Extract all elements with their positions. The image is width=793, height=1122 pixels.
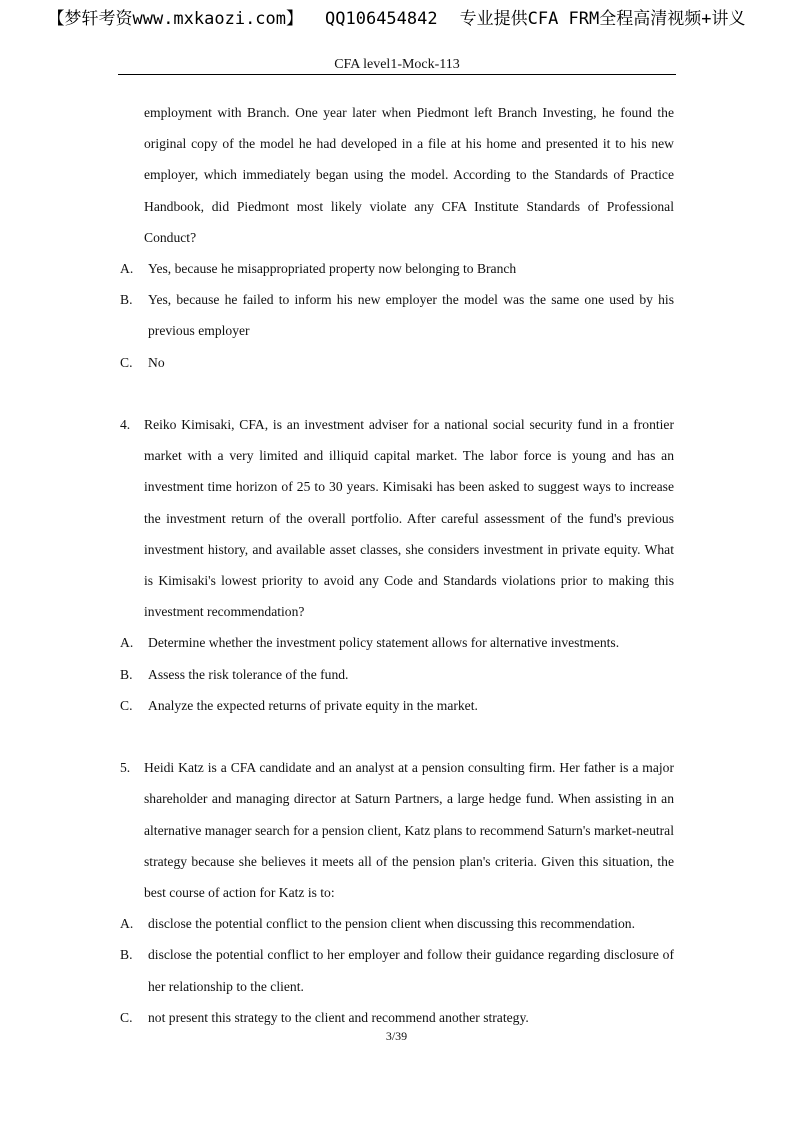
question-stem: Heidi Katz is a CFA candidate and an analyst at a pension consulting firm. Her father is a major shareholder and managing director at Saturn Partners, a large hedge fund. When assisting in an alternative manager search for a pension client, Katz plans to recommend Saturn's market-neutral strategy because she believes it meets all of the pension plan's criteria. Given this situation, the best course of action for Katz is to: <box>144 760 674 901</box>
option-label: C. <box>120 697 133 713</box>
question-3-option-a <box>118 253 674 284</box>
question-4-option-c <box>118 690 674 721</box>
question-5-option-b <box>118 939 674 1001</box>
banner-site-text: 【梦轩考资www.mxkaozi.com】 <box>47 9 304 29</box>
option-text: Assess the risk tolerance of the fund. <box>148 666 349 682</box>
question-5-option-a <box>118 908 674 939</box>
question-3-option-c <box>118 347 674 378</box>
running-header-title: CFA level1-Mock-113 <box>334 57 460 72</box>
option-label: C. <box>120 354 133 370</box>
option-label: A. <box>120 916 134 932</box>
question-stem: Reiko Kimisaki, CFA, is an investment adviser for a national social security fund in a frontier market with a very limited and illiquid capital market. The labor force is young and has an investment time horizon of 25 to 30 years. Kimisaki has been asked to suggest ways to increase the investment return of the overall portfolio. After careful assessment of the fund's previous investment history, and available asset classes, she considers investment in private equity. What is Kimisaki's lowest priority to avoid any Code and Standards violations prior to making this investment recommendation? <box>144 417 674 620</box>
promo-banner <box>0 7 793 31</box>
option-text: Determine whether the investment policy statement allows for alternative investments. <box>148 635 620 651</box>
option-text: disclose the potential conflict to her employer and follow their guidance regarding disclosure of her relationship to the client. <box>148 947 674 994</box>
option-label: B. <box>120 947 133 963</box>
question-4 <box>118 409 674 627</box>
question-number: 4. <box>120 417 131 433</box>
option-text: No <box>148 354 165 370</box>
question-4-option-b <box>118 659 674 690</box>
option-label: B. <box>120 292 133 308</box>
question-spacer <box>118 378 674 409</box>
header-rule <box>118 74 676 75</box>
banner-qq-text: QQ106454842 <box>325 9 438 29</box>
option-text: Yes, because he failed to inform his new employer the model was the same one used by his previous employer <box>148 292 674 339</box>
option-text: Yes, because he misappropriated property now belonging to Branch <box>148 261 517 277</box>
option-text: disclose the potential conflict to the pension client when discussing this recommendation. <box>148 916 636 932</box>
question-3-option-b <box>118 284 674 346</box>
option-text: Analyze the expected returns of private equity in the market. <box>148 697 478 713</box>
option-label: B. <box>120 666 133 682</box>
question-5 <box>118 752 674 908</box>
option-label: A. <box>120 261 134 277</box>
option-label: C. <box>120 1009 133 1025</box>
question-spacer <box>118 721 674 752</box>
page-number: 3/39 <box>385 1029 408 1043</box>
question-3-continued-stem: employment with Branch. One year later when Piedmont left Branch Investing, he found the original copy of the model he had developed in a file at his home and presented it to his new employer, which immediately began using the model. According to the Standards of Practice Handbook, did Piedmont most likely violate any CFA Institute Standards of Professional Conduct? <box>144 105 674 245</box>
option-label: A. <box>120 635 134 651</box>
question-number: 5. <box>120 760 131 776</box>
question-4-option-a <box>118 627 674 658</box>
banner-service-text: 专业提供CFA FRM全程高清视频+讲义 <box>459 9 746 29</box>
option-text: not present this strategy to the client and recommend another strategy. <box>148 1009 529 1025</box>
page-content <box>118 97 674 1033</box>
